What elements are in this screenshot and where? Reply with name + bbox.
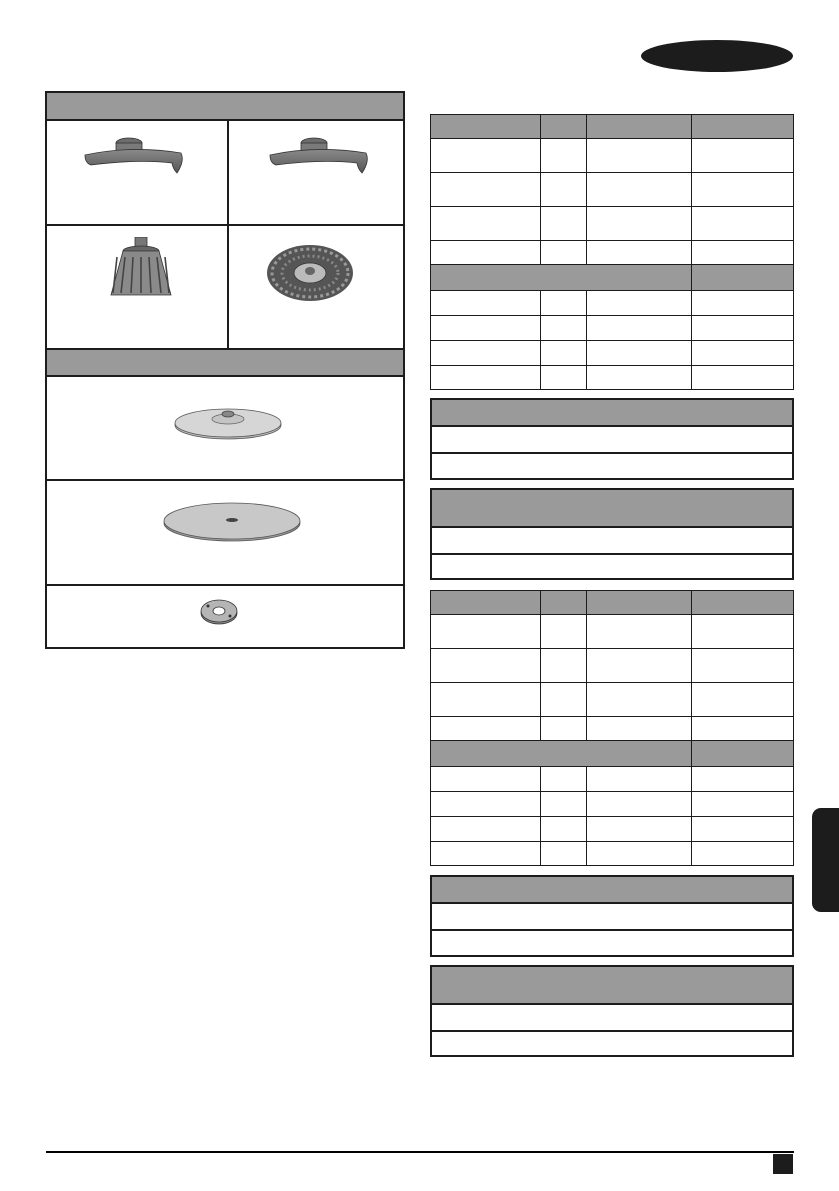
spec-table-1-header-cell: [541, 115, 587, 139]
cell-divider: [227, 121, 229, 348]
cell-divider: [47, 479, 403, 481]
spec-box-2a: [430, 875, 794, 957]
accessories-panel: [45, 91, 405, 649]
spec-table-2-header-cell: [541, 591, 587, 615]
row-divider: [432, 929, 792, 931]
row-divider: [432, 1030, 792, 1032]
spec-box-header: [432, 400, 792, 427]
accessories-header-1: [47, 93, 403, 121]
page-number-box: [773, 1154, 793, 1174]
spec-table-2-header-cell: [431, 591, 541, 615]
backing-pad-icon: [173, 399, 283, 448]
row-divider: [432, 452, 792, 454]
sanding-disc-icon: [162, 499, 302, 548]
side-section-tab: [812, 808, 839, 912]
spec-table-2: [430, 590, 794, 866]
spec-table-2-subheader: [431, 741, 692, 766]
wire-wheel-icon: [265, 243, 355, 308]
row-divider: [432, 553, 792, 555]
spec-box-1b: [430, 488, 794, 580]
spec-table-1-header-cell: [431, 115, 541, 139]
spec-box-header: [432, 967, 792, 1005]
accessories-header-2: [47, 348, 403, 377]
cup-brush-icon: [107, 237, 175, 306]
guard-icon: [262, 133, 374, 188]
language-tab: [641, 40, 793, 72]
spec-table-1-header-cell: [692, 115, 794, 139]
spec-table-1-header-cell: [587, 115, 692, 139]
guard-icon: [77, 133, 189, 188]
spec-box-header: [432, 877, 792, 904]
footer-rule: [46, 1151, 794, 1153]
spec-table-1: [430, 114, 794, 390]
flange-nut-icon: [199, 597, 239, 632]
spec-box-2b: [430, 965, 794, 1057]
cell-divider: [47, 224, 403, 226]
spec-box-1a: [430, 398, 794, 480]
spec-table-2-header-cell: [587, 591, 692, 615]
spec-table-2-header-cell: [692, 591, 794, 615]
spec-table-1-subheader: [431, 265, 692, 290]
cell-divider: [47, 584, 403, 586]
spec-box-header: [432, 490, 792, 528]
